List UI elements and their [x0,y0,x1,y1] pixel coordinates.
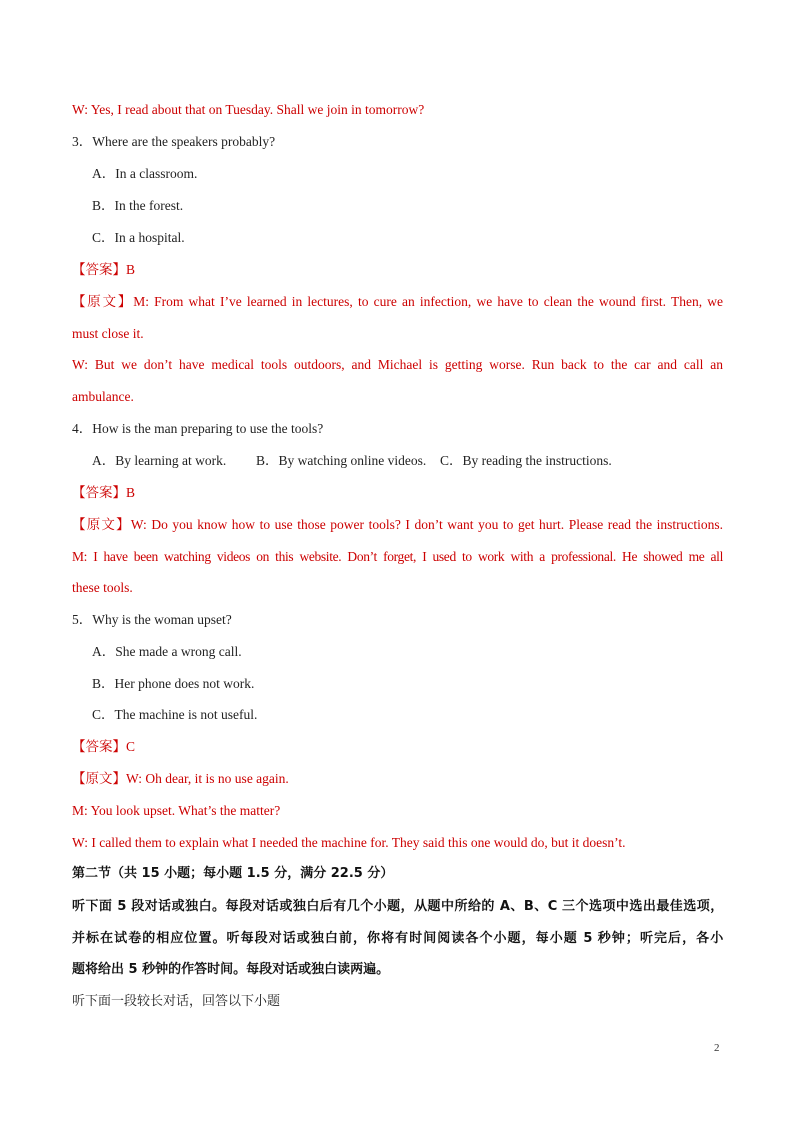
section-2-title: 第二节（共 15 小题；每小题 1.5 分，满分 22.5 分） [72,866,394,881]
transcript-3-line-1 [72,293,723,311]
q5-option-c: C．The machine is not useful. [92,707,258,722]
listening-prompt: 听下面一段较长对话，回答以下小题 [72,994,281,1009]
transcript-4-line-1 [72,516,723,534]
transcript-tag: 【原文】 [72,771,126,786]
transcript-4-line-3: these tools. [72,580,133,595]
instructions-line-3: 题将给出 5 秒钟的作答时间。每段对话或独白读两遍。 [72,962,390,977]
q5-option-b: B．Her phone does not work. [92,676,255,691]
transcript-5-line-1 [72,770,289,788]
q4-option-c: C．By reading the instructions. [440,453,612,468]
transcript-tag: 【原文】 [72,294,134,309]
answer-3: 【答案】B [72,262,136,277]
transcript-3-line-4: ambulance. [72,389,134,404]
q4-options [92,452,612,470]
q5-option-a: A．She made a wrong call. [92,644,242,659]
instructions-line-1: 听下面 5 段对话或独白。每段对话或独白后有几个小题，从题中所给的 A、B、C 三个选项中选出最佳选项， [72,899,723,914]
transcript-3-line-3: W: But we don’t have medical tools outdoors, and Michael is getting worse. Run back to the car and call an [72,357,723,372]
transcript-5-line-2: M: You look upset. What’s the matter? [72,803,281,818]
transcript-text: W: Do you know how to use those power tools? I don’t want you to get hurt. Please read the instructions. [130,517,723,532]
transcript-5-line-3: W: I called them to explain what I needed the machine for. They said this one would do, but it doesn’t. [72,835,626,850]
transcript-tag: 【原文】 [72,517,131,532]
question-5: 5．Why is the woman upset? [72,612,232,627]
question-4: 4．How is the man preparing to use the tools? [72,421,324,436]
page-number: 2 [714,1042,720,1054]
q4-option-a: A．By learning at work. [92,453,227,468]
q3-option-b: B．In the forest. [92,198,184,213]
transcript-text: M: From what I’ve learned in lectures, to cure an infection, we have to clean the wound first. Then, we [133,294,723,309]
dialogue-line: W: Yes, I read about that on Tuesday. Shall we join in tomorrow? [72,102,425,117]
transcript-4-line-2: M: I have been watching videos on this website. Don’t forget, I used to work with a professional. He showed me all [72,549,723,564]
transcript-3-line-2: must close it. [72,326,144,341]
transcript-text: W: Oh dear, it is no use again. [126,771,289,786]
question-3: 3．Where are the speakers probably? [72,134,276,149]
answer-5: 【答案】C [72,739,136,754]
q3-option-a: A．In a classroom. [92,166,198,181]
q4-option-b: B．By watching online videos. [256,453,427,468]
answer-4: 【答案】B [72,485,136,500]
instructions-line-2: 并标在试卷的相应位置。听每段对话或独白前，你将有时间阅读各个小题，每小题 5 秒钟；听完后，各小 [72,931,723,946]
q3-option-c: C．In a hospital. [92,230,185,245]
